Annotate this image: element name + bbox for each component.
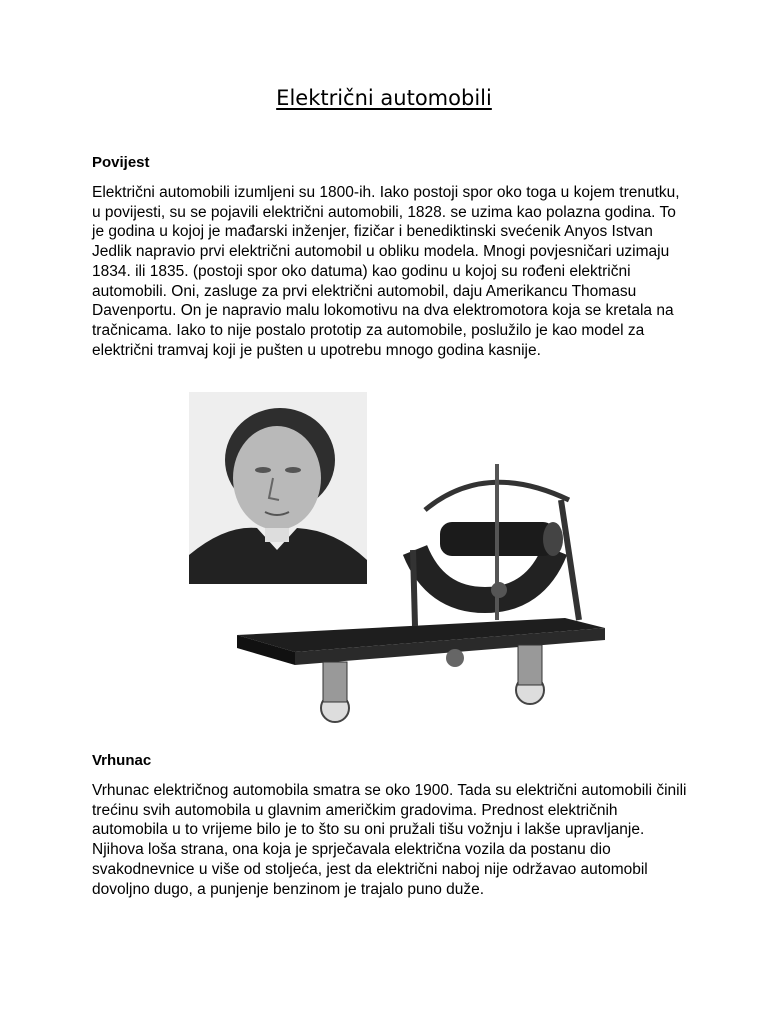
portrait-image	[189, 392, 367, 584]
paragraph-vrhunac: Vrhunac električnog automobila smatra se oko 1900. Tada su električni automobili činili trećinu svih automobila u glavnim američkim gradovima. Prednost električnih automobila u to vrijeme bilo je to što su oni pružali tišu vožnju i lakše upravljanje. Njihova loša strana, ona koja je sprječavala električna vozila da postanu dio svakodnevnice u više od stoljeća, jest da električni naboj nije održavao automobil dovoljno dugo, a punjenje benzinom je trajalo puno duže.	[92, 782, 687, 898]
section-heading-povijest: Povijest	[92, 154, 150, 171]
page-title: Električni automobili	[276, 86, 492, 110]
paragraph-povijest: Električni automobili izumljeni su 1800-ih. Iako postoji spor oko toga u kojem trenutku, u povijesti, su se pojavili električni automobili, 1828. se uzima kao polazna godina. To je godina u kojoj je mađarski inženjer, fizičar i benediktinski svećenik Anyos Istvan Jedlik napravio prvi električni automobil u obliku modela. Mnogi povjesničari uzimaju 1834. ili 1835. (postoji spor oko datuma) kao godinu u kojoj su rođeni električni automobili. Oni, zasluge za prvi električni automobil, daju Amerikancu Thomasu Davenportu. On je napravio malu lokomotivu na dva elektromotora koja se kretala na tračnicama. Iako to nije postalo prototip za automobile, poslužilo je kao model za električni tramvaj koji je pušten u upotrebu mnogo godina kasnije.	[92, 184, 680, 359]
section-heading-vrhunac: Vrhunac	[92, 752, 152, 769]
historical-figure	[185, 390, 619, 740]
